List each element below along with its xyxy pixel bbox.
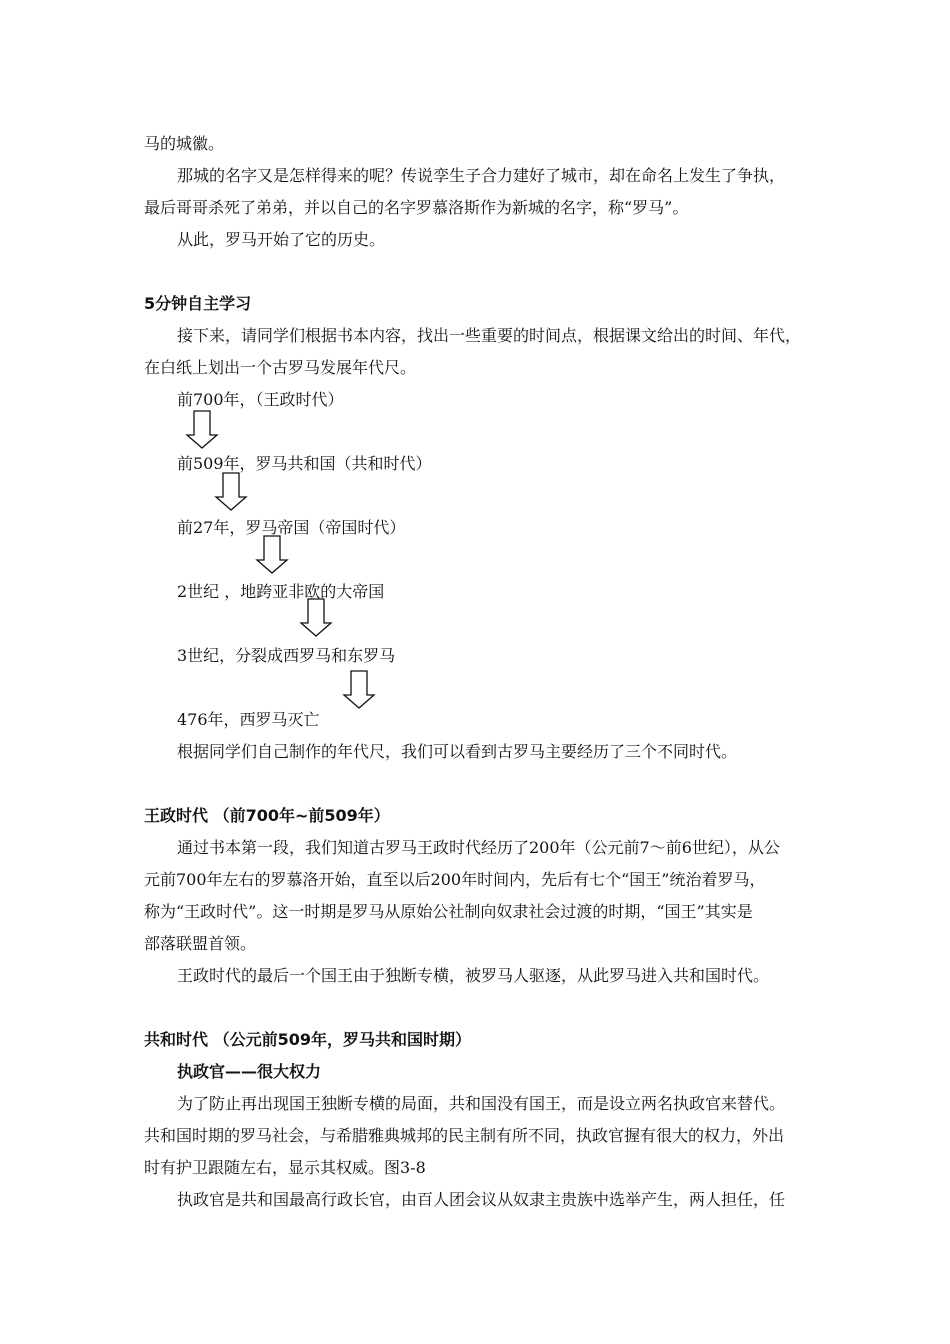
summary-line: 根据同学们自己制作的年代尺，我们可以看到古罗马主要经历了三个不同时代。	[177, 742, 738, 761]
republic-line-4: 执政官是共和国最高行政长官，由百人团会议从奴隶主贵族中选举产生，两人担任，任	[177, 1190, 786, 1209]
timeline-item: 3世纪，分裂成西罗马和东罗马	[177, 646, 396, 665]
intro-line-4: 从此，罗马开始了它的历史。	[177, 230, 386, 249]
republic-heading: 共和时代 （公元前509年，罗马共和国时期）	[144, 1030, 471, 1049]
timeline-item: 2世纪 ，地跨亚非欧的大帝国	[177, 582, 385, 601]
down-arrow-icon	[214, 472, 248, 512]
timeline-item: 前700年，（王政时代）	[177, 390, 344, 409]
intro-line-2: 那城的名字又是怎样得来的呢？传说孪生子合力建好了城市，却在命名上发生了争执，	[177, 166, 786, 185]
republic-line-1: 为了防止再出现国王独断专横的局面，共和国没有国王，而是设立两名执政官来替代。	[177, 1094, 786, 1113]
timeline-item: 476年，西罗马灭亡	[177, 710, 320, 729]
republic-line-3: 时有护卫跟随左右，显示其权威。图3-8	[144, 1158, 426, 1177]
republic-line-2: 共和国时期的罗马社会，与希腊雅典城邦的民主制有所不同，执政官握有很大的权力，外出	[144, 1126, 785, 1145]
republic-subheading: 执政官——很大权力	[177, 1062, 322, 1081]
intro-line-3: 最后哥哥杀死了弟弟，并以自己的名字罗慕洛斯作为新城的名字，称“罗马”。	[144, 198, 689, 217]
monarchy-line-4: 部落联盟首领。	[144, 934, 257, 953]
study-paragraph-line-1: 接下来，请同学们根据书本内容，找出一些重要的时间点，根据课文给出的时间、年代，	[177, 326, 802, 345]
intro-line-1: 马的城徽。	[144, 134, 225, 153]
down-arrow-icon	[255, 535, 289, 575]
monarchy-line-3: 称为“王政时代”。这一时期是罗马从原始公社制向奴隶社会过渡的时期，“国王”其实是	[144, 902, 753, 921]
timeline-item: 前509年，罗马共和国（共和时代）	[177, 454, 432, 473]
down-arrow-icon	[342, 670, 376, 710]
down-arrow-icon	[299, 598, 333, 638]
monarchy-line-2: 元前700年左右的罗慕洛开始，直至以后200年时间内，先后有七个“国王”统治着罗马，	[144, 870, 766, 889]
monarchy-heading: 王政时代 （前700年~前509年）	[144, 806, 390, 825]
down-arrow-icon	[185, 410, 219, 450]
study-paragraph-line-2: 在白纸上划出一个古罗马发展年代尺。	[144, 358, 417, 377]
study-heading: 5分钟自主学习	[144, 294, 252, 313]
monarchy-line-1: 通过书本第一段，我们知道古罗马王政时代经历了200年（公元前7～前6世纪），从公	[177, 838, 780, 857]
timeline-item: 前27年，罗马帝国（帝国时代）	[177, 518, 406, 537]
monarchy-line-5: 王政时代的最后一个国王由于独断专横，被罗马人驱逐，从此罗马进入共和国时代。	[177, 966, 770, 985]
